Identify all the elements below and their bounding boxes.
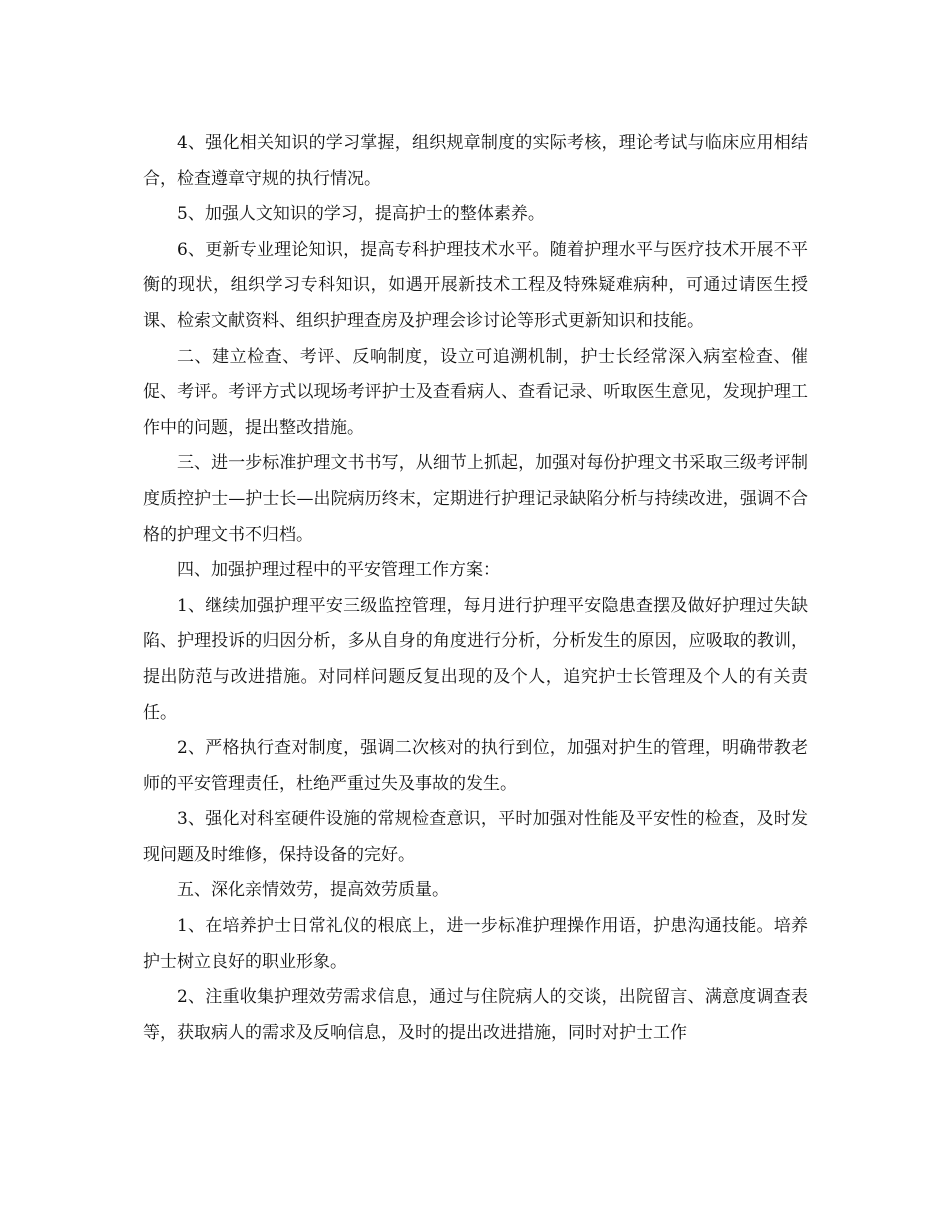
paragraph-humanities-study: 5、加强人文知识的学习，提高护士的整体素养。 [177, 204, 545, 225]
document-body [143, 126, 808, 1051]
paragraph-equipment-inspection: 3、强化对科室硬件设施的常规检查意识，平时加强对性能及平安性的检查，及时发现问题及时维修，保持设备的完好。 [143, 809, 808, 865]
paragraph-knowledge-assessment: 4、强化相关知识的学习掌握，组织规章制度的实际考核，理论考试与临床应用相结合，检查遵章守规的执行情况。 [143, 133, 808, 189]
paragraph-safety-management-heading: 四、加强护理过程中的平安管理工作方案： [177, 560, 500, 581]
paragraph-service-feedback: 2、注重收集护理效劳需求信息，通过与住院病人的交谈，出院留言、满意度调查表等，获取病人的需求及反响信息，及时的提出改进措施，同时对护士工作 [143, 987, 808, 1043]
paragraph-safety-monitoring: 1、继续加强护理平安三级监控管理，每月进行护理平安隐患查摆及做好护理过失缺陷、护理投诉的归因分析，多从自身的角度进行分析，分析发生的原因，应吸取的教训，提出防范与改进措施。对同样问题反复出现的及个人，追究护士长管理及个人的有关责任。 [143, 595, 808, 723]
paragraph-service-quality-heading: 五、深化亲情效劳，提高效劳质量。 [177, 880, 449, 901]
paragraph-professional-theory: 6、更新专业理论知识，提高专科护理技术水平。随着护理水平与医疗技术开展不平衡的现状，组织学习专科知识，如遇开展新技术工程及特殊疑难病种，可通过请医生授课、检索文献资料、组织护理查房及护理会诊讨论等形式更新知识和技能。 [143, 239, 808, 331]
paragraph-inspection-system: 二、建立检查、考评、反响制度，设立可追溯机制，护士长经常深入病室检查、催促、考评。考评方式以现场考评护士及查看病人、查看记录、听取医生意见，发现护理工作中的问题，提出整改措施。 [143, 346, 808, 438]
paragraph-etiquette-training: 1、在培养护士日常礼仪的根底上，进一步标准护理操作用语，护患沟通技能。培养护士树立良好的职业形象。 [143, 916, 808, 972]
paragraph-nursing-documents: 三、进一步标准护理文书书写，从细节上抓起，加强对每份护理文书采取三级考评制度质控护士—护士长—出院病历终末，定期进行护理记录缺陷分析与持续改进，强调不合格的护理文书不归档。 [143, 453, 808, 545]
paragraph-verification-system: 2、严格执行查对制度，强调二次核对的执行到位，加强对护生的管理，明确带教老师的平安管理责任，杜绝严重过失及事故的发生。 [143, 738, 808, 794]
